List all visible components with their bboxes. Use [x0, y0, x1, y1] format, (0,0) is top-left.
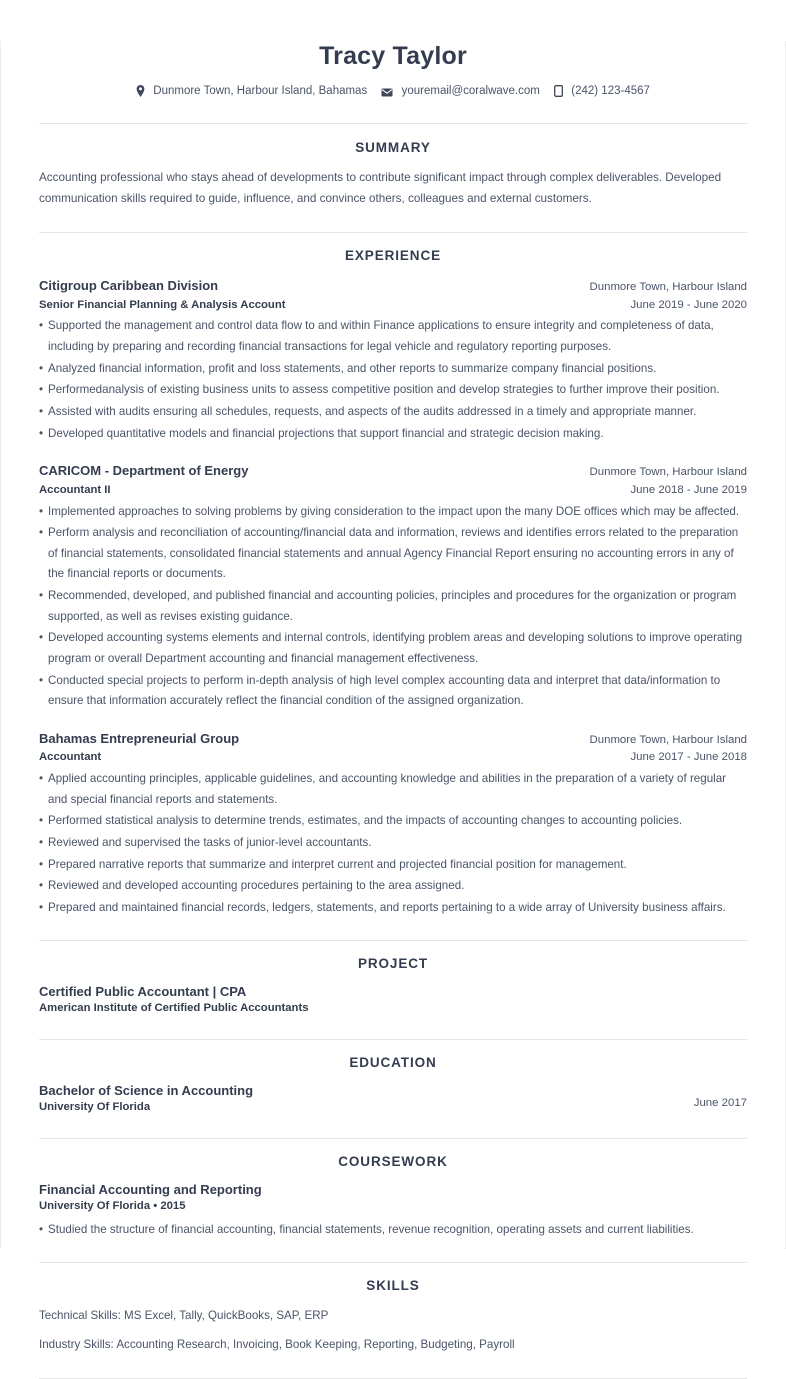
- experience-location: Dunmore Town, Harbour Island: [589, 733, 747, 746]
- bullet-item: • Implemented approaches to solving problems by giving consideration to the impact upon the many DOE offices which may be affected.: [39, 502, 747, 523]
- section-title-coursework: COURSEWORK: [338, 1154, 448, 1169]
- experience-role: Accountant: [39, 751, 102, 764]
- experience-entry-subheader: [39, 749, 747, 767]
- experience-bullets: [39, 769, 747, 918]
- experience-org: Bahamas Entrepreneurial Group: [39, 730, 240, 746]
- divider-after-experience: [39, 940, 747, 941]
- experience-entry: [39, 729, 747, 919]
- contact-phone-text: (242) 123-4567: [571, 85, 650, 97]
- summary-text: Accounting professional who stays ahead of developments to contribute significant impact through complex deliverables. Developed communication skills required to guide, influence, and convince others, colleagues and external customers.: [39, 170, 722, 206]
- bullet-item: • Assisted with audits ensuring all schedules, requests, and aspects of the audits addressed in a timely and appropriate manner.: [39, 402, 747, 423]
- bullet-item: • Supported the management and control data flow to and within Finance applications to ensure integrity and completeness of data, including by preparing and recording financial transactions for legal vehicle and regulatory reporting purposes.: [39, 316, 747, 357]
- experience-entry-subheader: [39, 482, 747, 500]
- bullet-item: • Conducted special projects to perform in-depth analysis of high level complex accounting data and interpret that data/information to ensure that information accurately reflect the financial condition of the assigned organization.: [39, 671, 747, 712]
- experience-dates: June 2019 - June 2020: [630, 298, 747, 311]
- skills-list: [39, 1306, 747, 1356]
- section-title-skills: SKILLS: [366, 1277, 420, 1293]
- email-icon: [381, 87, 393, 102]
- project-entry: [39, 984, 747, 1017]
- bullet-item: • Perform analysis and reconciliation of accounting/financial data and information, reviews and identifies errors related to the preparation of financial statements, consolidated financial statements and annual Agency Financial Report ensuring no accounting errors in any of the financial reports or documents.: [39, 523, 747, 585]
- section-title-summary: SUMMARY: [355, 140, 431, 156]
- experience-entry-header: [39, 461, 747, 482]
- contact-row: [39, 84, 747, 101]
- location-pin-icon: [136, 85, 145, 102]
- education-date: June 2017: [693, 1096, 747, 1109]
- experience-entry: [39, 461, 747, 712]
- experience-entry-header: [39, 729, 747, 750]
- bullet-item: • Applied accounting principles, applicable guidelines, and accounting knowledge and abilities in the preparation of a variety of regular and special financial reports and statements.: [39, 769, 747, 810]
- skill-line: Industry Skills: Accounting Research, Invoicing, Book Keeping, Reporting, Budgeting, Payroll: [39, 1338, 515, 1352]
- experience-location: Dunmore Town, Harbour Island: [589, 466, 747, 479]
- experience-dates: June 2017 - June 2018: [630, 751, 747, 764]
- section-summary: [39, 140, 747, 209]
- contact-location-text: Dunmore Town, Harbour Island, Bahamas: [153, 85, 368, 97]
- project-title: Certified Public Accountant | CPA: [39, 983, 247, 999]
- project-subtitle: American Institute of Certified Public Accountants: [39, 1001, 309, 1014]
- experience-org: CARICOM - Department of Energy: [39, 463, 249, 479]
- experience-role: Accountant II: [39, 483, 111, 496]
- candidate-name: Tracy Taylor: [319, 42, 467, 70]
- section-title-project: PROJECT: [357, 955, 429, 971]
- experience-entry-header: [39, 276, 747, 297]
- bullet-item: • Developed quantitative models and financial projections that support financial and strategic decision making.: [39, 424, 747, 445]
- section-education: [39, 1055, 747, 1116]
- experience-role: Senior Financial Planning & Analysis Account: [39, 298, 286, 311]
- resume-page: [0, 41, 786, 1352]
- phone-icon: [554, 85, 563, 102]
- divider-after-coursework: [39, 1262, 747, 1263]
- divider-after-skills: [39, 1378, 747, 1379]
- experience-bullets: [39, 502, 747, 712]
- education-degree: Bachelor of Science in Accounting: [39, 1082, 254, 1098]
- contact-phone: [554, 84, 650, 101]
- bullet-item: • Studied the structure of financial accounting, financial statements, revenue recognition, operating assets and current liabilities.: [39, 1220, 747, 1241]
- divider-after-project: [39, 1039, 747, 1040]
- experience-bullets: [39, 316, 747, 444]
- divider-after-education: [39, 1138, 747, 1139]
- education-school: University Of Florida: [39, 1100, 151, 1113]
- section-project: [39, 956, 747, 1017]
- section-title-education: EDUCATION: [349, 1054, 437, 1070]
- experience-dates: June 2018 - June 2019: [630, 483, 747, 496]
- bullet-item: • Recommended, developed, and published financial and accounting policies, principles and procedures for the organization or program supported, as well as revises existing guidance.: [39, 586, 747, 627]
- experience-entry-subheader: [39, 297, 747, 315]
- coursework-title: Financial Accounting and Reporting: [39, 1182, 262, 1198]
- bullet-item: • Performedanalysis of existing business units to assess competitive position and develop strategies to further improve their position.: [39, 380, 747, 401]
- resume-header: [39, 41, 747, 101]
- bullet-item: • Performed statistical analysis to determine trends, estimates, and the impacts of accounting changes to accounting policies.: [39, 811, 747, 832]
- section-skills: [39, 1278, 747, 1356]
- section-coursework: [39, 1154, 747, 1241]
- bullet-item: • Reviewed and developed accounting procedures pertaining to the area assigned.: [39, 876, 747, 897]
- skill-line: Technical Skills: MS Excel, Tally, QuickBooks, SAP, ERP: [39, 1309, 329, 1323]
- bullet-item: • Analyzed financial information, profit and loss statements, and other reports to summarize company financial positions.: [39, 359, 747, 380]
- contact-location: [136, 84, 367, 101]
- experience-org: Citigroup Caribbean Division: [39, 278, 219, 294]
- coursework-bullets: [39, 1220, 747, 1241]
- contact-email-text: youremail@coralwave.com: [401, 85, 540, 97]
- section-title-experience: EXPERIENCE: [344, 247, 442, 263]
- section-experience: [39, 248, 747, 919]
- divider-after-summary: [39, 232, 747, 233]
- bullet-item: • Prepared and maintained financial records, ledgers, statements, and reports pertaining to a wide array of University business affairs.: [39, 898, 747, 919]
- experience-entry: [39, 276, 747, 444]
- bullet-item: • Reviewed and supervised the tasks of junior-level accountants.: [39, 833, 747, 854]
- contact-email: [381, 84, 539, 101]
- experience-location: Dunmore Town, Harbour Island: [589, 281, 747, 294]
- bullet-item: • Prepared narrative reports that summarize and interpret current and projected financial position for management.: [39, 855, 747, 876]
- coursework-entry: [39, 1182, 747, 1241]
- divider-after-header: [39, 123, 747, 124]
- coursework-subtitle: University Of Florida • 2015: [39, 1200, 186, 1213]
- education-entry: [39, 1083, 747, 1116]
- bullet-item: • Developed accounting systems elements and internal controls, identifying problem areas and developing solutions to improve operating program or overall Department accounting and financial management effectiveness.: [39, 628, 747, 669]
